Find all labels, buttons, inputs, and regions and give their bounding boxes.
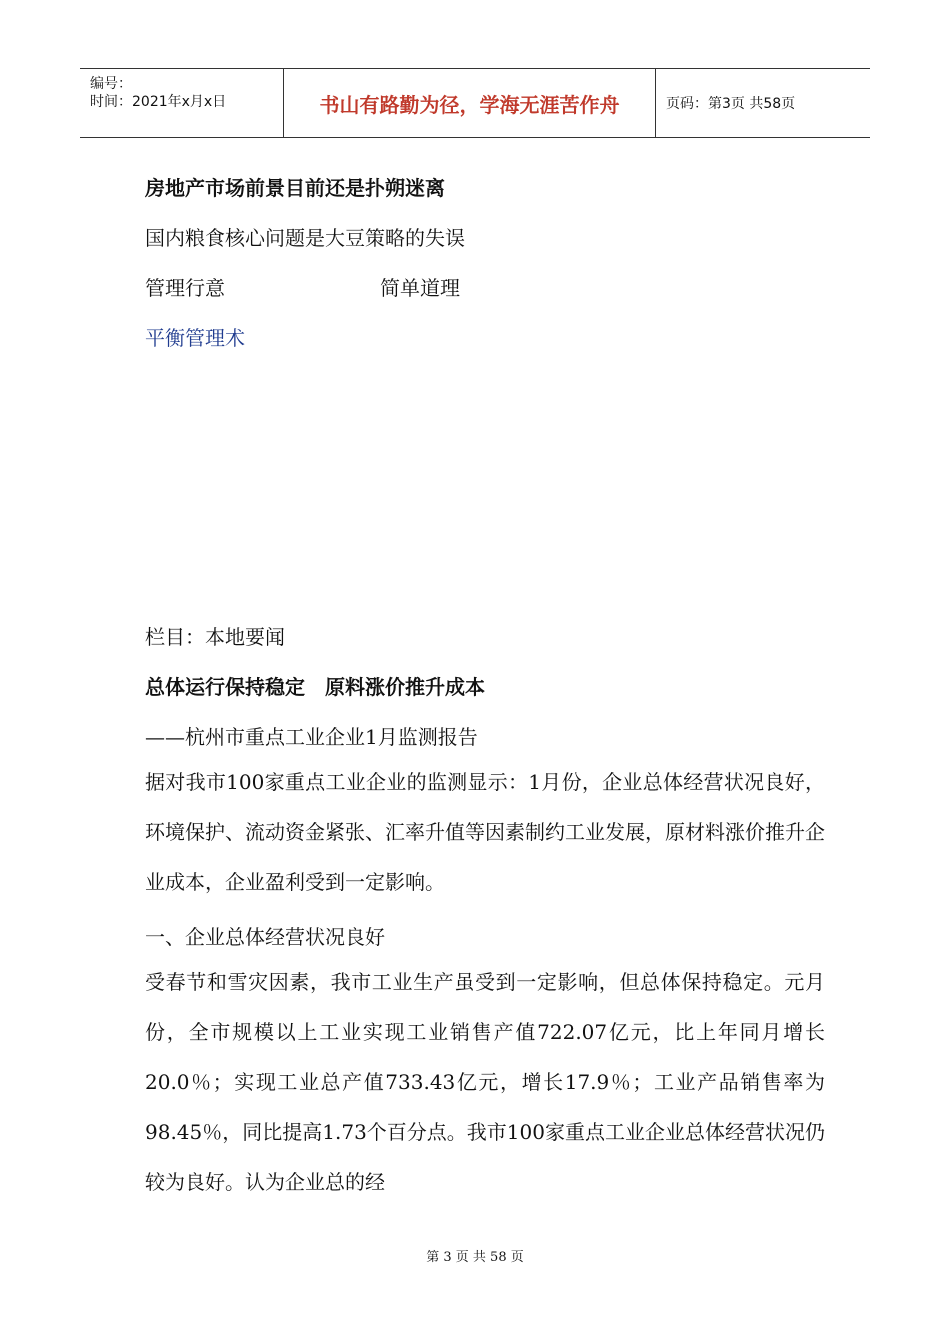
teaser-balance-link[interactable]: 平衡管理术 xyxy=(145,326,245,350)
column-label: 栏目：本地要闻 xyxy=(145,625,285,649)
header-page-label: 页码：第3页 共58页 xyxy=(666,96,796,112)
header-motto: 书山有路勤为径，学海无涯苦作舟 xyxy=(283,69,656,137)
article-title: 总体运行保持稳定 原料涨价推升成本 xyxy=(145,675,485,699)
teaser-simple-truth[interactable]: 简单道理 xyxy=(380,276,460,300)
teaser-management[interactable]: 管理行意 xyxy=(145,276,225,300)
teaser-grain[interactable]: 国内粮食核心问题是大豆策略的失误 xyxy=(145,226,465,250)
section-heading-1: 一、企业总体经营状况良好 xyxy=(145,925,385,949)
page-footer: 第 3 页 共 58 页 xyxy=(426,1250,524,1265)
header-table xyxy=(80,68,870,138)
header-meta xyxy=(80,69,283,137)
teaser-real-estate[interactable]: 房地产市场前景目前还是扑朔迷离 xyxy=(145,176,445,200)
time-label: 时间：2021年x月x日 xyxy=(90,94,227,110)
article-subtitle: ——杭州市重点工业企业1月监测报告 xyxy=(145,725,478,749)
number-label: 编号： xyxy=(90,76,132,92)
article-paragraph-2: 受春节和雪灾因素，我市工业生产虽受到一定影响，但总体保持稳定。元月份，全市规模以上工业实现工业销售产值722.07亿元，比上年同月增长20.0％；实现工业总产值733.43亿元，增长17.9％；工业产品销售率为98.45％，同比提高1.73个百分点。我市100家重点工业企业总体经营状况仍较为良好。认为企业总的经 xyxy=(145,970,825,1194)
article-paragraph-1: 据对我市100家重点工业企业的监测显示：1月份，企业总体经营状况良好，环境保护、流动资金紧张、汇率升值等因素制约工业发展，原材料涨价推升企业成本，企业盈利受到一定影响。 xyxy=(145,770,825,894)
